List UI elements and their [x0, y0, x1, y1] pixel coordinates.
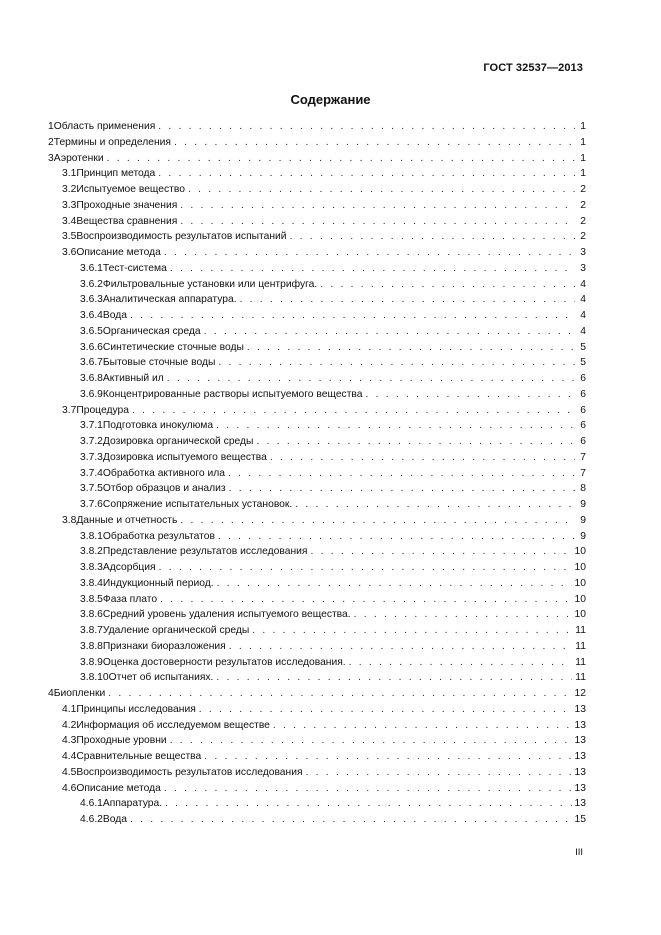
toc-entry[interactable] [48, 718, 586, 734]
toc-entry-title: Проходные значения [76, 199, 178, 211]
toc-dot-leader [160, 592, 571, 608]
toc-dot-leader [164, 245, 575, 261]
toc-dot-leader [216, 670, 572, 686]
toc-entry-number: 4 [48, 688, 54, 699]
toc-dot-leader [107, 151, 575, 167]
toc-entry-number: 3.6.8 [80, 373, 103, 384]
toc-dot-leader [270, 450, 575, 466]
toc-entry-number: 3.8.4 [80, 577, 103, 589]
toc-entry-number: 3.7.2 [80, 436, 103, 447]
toc-entry-number: 4.6.2 [80, 814, 103, 825]
toc-dot-leader [158, 166, 575, 182]
toc-dot-leader [180, 198, 575, 214]
toc-entry-number: 2 [48, 136, 54, 148]
toc-entry-page: 3 [580, 247, 586, 258]
toc-entry-title: Дозировка испытуемого вещества [102, 451, 267, 463]
toc-dot-leader [349, 655, 573, 671]
toc-entry[interactable] [48, 166, 586, 182]
toc-entry[interactable] [48, 261, 586, 277]
toc-entry[interactable] [48, 182, 586, 198]
toc-entry[interactable] [48, 403, 586, 419]
toc-entry-number: 3.8.9 [80, 656, 103, 668]
toc-dot-leader [170, 261, 575, 277]
toc-entry-number: 3.6.7 [80, 357, 103, 369]
toc-entry[interactable] [48, 670, 586, 686]
toc-entry-page: 5 [580, 341, 586, 353]
toc-entry-page: 10 [574, 546, 586, 558]
toc-entry[interactable] [48, 308, 586, 324]
toc-entry-number: 4.6.1 [80, 798, 103, 810]
toc-entry-page: 13 [574, 735, 586, 747]
toc-entry-title: Принцип метода [76, 168, 156, 180]
toc-entry-page: 10 [574, 609, 586, 621]
toc-entry-number: 3.6.6 [80, 341, 103, 353]
toc-entry-page: 15 [574, 814, 586, 825]
toc-dot-leader [295, 497, 575, 513]
toc-entry-page: 6 [580, 373, 586, 384]
toc-entry-number: 3.2 [62, 184, 77, 195]
toc-entry[interactable] [48, 387, 586, 403]
table-of-contents [48, 119, 586, 828]
toc-entry-title: Вещества сравнения [76, 215, 178, 227]
toc-entry-number: 3.6.9 [80, 388, 103, 400]
toc-entry-title: Сравнительные вещества [76, 751, 202, 762]
toc-entry-title: Концентрированные растворы испытуемого вещества [102, 388, 363, 400]
toc-entry-title: Индукционный период. [102, 577, 214, 589]
toc-dot-leader [132, 403, 575, 419]
toc-dot-leader [108, 686, 571, 702]
toc-entry-page: 11 [575, 656, 586, 668]
toc-entry[interactable] [48, 434, 586, 450]
toc-entry-page: 10 [574, 562, 586, 573]
toc-entry-title: Бытовые сточные воды [102, 357, 216, 369]
toc-entry-page: 11 [575, 625, 586, 636]
toc-entry-page: 2 [580, 231, 586, 243]
toc-entry-title: Процедура [76, 404, 129, 416]
toc-entry-title: Средний уровень удаления испытуемого вещества. [102, 609, 351, 621]
toc-entry[interactable] [48, 277, 586, 293]
toc-entry-title: Удаление органической среды [102, 625, 250, 636]
toc-entry-title: Аппаратура. [102, 798, 163, 810]
toc-dot-leader [247, 340, 575, 356]
toc-entry-number: 3.8.8 [80, 640, 103, 652]
toc-entry-number: 3.8.6 [80, 609, 103, 621]
toc-dot-leader [320, 277, 575, 293]
toc-entry[interactable] [48, 355, 586, 371]
toc-entry-number: 4.2 [62, 719, 77, 731]
toc-entry[interactable] [48, 497, 586, 513]
toc-dot-leader [218, 529, 575, 545]
toc-entry-title: Испытуемое вещество [76, 184, 185, 195]
toc-entry-title: Воспроизводимость результатов исследования [76, 766, 303, 778]
toc-entry-page: 1 [580, 152, 586, 164]
toc-entry-title: Вода [102, 814, 128, 825]
toc-dot-leader [306, 765, 572, 781]
toc-entry-title: Термины и определения [53, 136, 171, 148]
toc-entry[interactable] [48, 592, 586, 608]
toc-entry-page: 3 [580, 262, 586, 274]
toc-entry-page: 11 [575, 672, 586, 684]
toc-dot-leader [180, 513, 575, 529]
toc-entry-page: 4 [580, 294, 586, 306]
toc-entry-title: Подготовка инокулюма [102, 420, 214, 432]
toc-entry-page: 9 [580, 530, 586, 542]
page-title: Содержание [290, 92, 371, 107]
toc-entry-number: 4.1 [62, 703, 77, 715]
toc-entry-title: Представление результатов исследования [102, 546, 308, 558]
toc-entry-number: 3.4 [62, 215, 77, 227]
toc-entry-page: 10 [574, 577, 586, 589]
toc-entry-page: 4 [580, 325, 586, 337]
toc-entry[interactable] [48, 151, 586, 167]
toc-dot-leader [204, 324, 575, 340]
toc-entry[interactable] [48, 324, 586, 340]
toc-entry-page: 7 [580, 451, 586, 463]
toc-entry-page: 13 [574, 719, 586, 731]
toc-dot-leader [366, 387, 576, 403]
toc-entry-number: 3.8.7 [80, 625, 103, 636]
toc-entry-page: 13 [574, 751, 586, 762]
toc-dot-leader [188, 182, 575, 198]
toc-entry[interactable] [48, 765, 586, 781]
toc-entry-title: Оценка достоверности результатов исследования. [102, 656, 346, 668]
toc-entry-number: 3.3 [62, 199, 77, 211]
toc-entry-page: 6 [580, 420, 586, 432]
toc-entry[interactable] [48, 781, 586, 797]
toc-entry-title: Аэротенки [53, 152, 104, 164]
toc-entry[interactable] [48, 245, 586, 261]
toc-entry-page: 13 [574, 798, 586, 810]
toc-entry-page: 10 [574, 593, 586, 605]
toc-dot-leader [164, 781, 572, 797]
toc-dot-leader [290, 229, 575, 245]
toc-entry-page: 9 [580, 514, 586, 526]
toc-entry-number: 3.6.1 [80, 262, 103, 274]
toc-entry-title: Фаза плато [102, 593, 158, 605]
toc-dot-leader [354, 607, 572, 623]
toc-entry[interactable] [48, 371, 586, 387]
toc-entry[interactable] [48, 576, 586, 592]
toc-dot-leader [228, 466, 575, 482]
toc-entry-title: Аналитическая аппаратура. [102, 294, 237, 306]
toc-dot-leader [310, 544, 571, 560]
toc-entry[interactable] [48, 733, 586, 749]
toc-entry-page: 6 [580, 404, 586, 416]
toc-entry-title: Данные и отчетность [76, 514, 178, 526]
toc-entry-page: 1 [580, 121, 586, 132]
toc-entry-number: 3.7.4 [80, 467, 103, 479]
toc-entry-number: 4.5 [62, 766, 77, 778]
toc-entry-page: 2 [580, 215, 586, 227]
toc-entry-title: Обработка результатов [102, 530, 215, 542]
toc-entry-page: 13 [574, 703, 586, 715]
toc-entry[interactable] [48, 749, 586, 765]
toc-entry-number: 3 [48, 152, 54, 164]
toc-entry[interactable] [48, 229, 586, 245]
toc-entry-number: 3.8 [62, 514, 77, 526]
toc-entry-page: 12 [574, 688, 586, 699]
toc-entry-number: 3.7.1 [80, 420, 103, 432]
toc-entry-title: Тест-система [102, 262, 167, 274]
document-standard-number: ГОСТ 32537—2013 [483, 62, 583, 74]
toc-dot-leader [159, 560, 572, 576]
toc-entry-number: 3.8.5 [80, 593, 103, 605]
toc-entry-page: 2 [580, 199, 586, 211]
toc-entry-number: 4.3 [62, 735, 77, 747]
toc-entry-page: 5 [580, 357, 586, 369]
toc-dot-leader [170, 733, 572, 749]
page-number: III [575, 847, 583, 858]
toc-dot-leader [158, 119, 575, 135]
toc-entry-number: 3.8.3 [80, 562, 103, 573]
toc-entry-title: Описание метода [76, 247, 161, 258]
toc-entry-page: 8 [580, 483, 586, 495]
toc-entry-number: 3.7.3 [80, 451, 103, 463]
toc-entry-number: 3.8.1 [80, 530, 103, 542]
toc-entry[interactable] [48, 481, 586, 497]
toc-entry-page: 2 [580, 184, 586, 195]
toc-entry-title: Воспроизводимость результатов испытаний [76, 231, 287, 243]
toc-entry-title: Отбор образцов и анализ [102, 483, 226, 495]
toc-entry-number: 3.6.3 [80, 294, 103, 306]
toc-entry-number: 3.8.2 [80, 546, 103, 558]
toc-entry[interactable] [48, 560, 586, 576]
toc-entry-number: 3.6.5 [80, 325, 103, 337]
toc-entry-page: 1 [580, 136, 586, 148]
toc-entry-page: 11 [575, 640, 586, 652]
toc-entry-title: Описание метода [76, 782, 161, 794]
toc-entry-page: 6 [580, 388, 586, 400]
toc-dot-leader [130, 308, 575, 324]
toc-entry-title: Признаки биоразложения [102, 640, 226, 652]
toc-entry[interactable] [48, 450, 586, 466]
toc-entry-title: Синтетические сточные воды [102, 341, 244, 353]
toc-entry-page: 6 [580, 436, 586, 447]
toc-entry[interactable] [48, 466, 586, 482]
toc-entry-title: Отчет об испытаниях. [108, 672, 214, 684]
toc-entry[interactable] [48, 418, 586, 434]
toc-dot-leader [273, 718, 572, 734]
toc-entry-number: 3.7 [62, 404, 77, 416]
toc-entry-number: 4.6 [62, 782, 77, 794]
toc-entry-number: 3.6.2 [80, 278, 103, 290]
toc-entry[interactable] [48, 686, 586, 702]
toc-entry[interactable] [48, 214, 586, 230]
toc-entry-page: 1 [580, 168, 586, 180]
toc-entry-page: 13 [574, 782, 586, 794]
toc-entry-title: Фильтровальные установки или центрифуга. [102, 278, 318, 290]
toc-entry-number: 1 [48, 121, 54, 132]
toc-dot-leader [229, 639, 573, 655]
toc-entry-number: 3.6 [62, 247, 77, 258]
toc-dot-leader [218, 355, 575, 371]
toc-entry-title: Органическая среда [102, 325, 201, 337]
toc-entry-number: 3.7.5 [80, 483, 103, 495]
toc-entry-number: 3.8.10 [80, 672, 109, 684]
toc-entry[interactable] [48, 340, 586, 356]
toc-entry[interactable] [48, 639, 586, 655]
toc-dot-leader [256, 434, 575, 450]
toc-entry[interactable] [48, 292, 586, 308]
toc-entry[interactable] [48, 796, 586, 812]
toc-entry-title: Проходные уровни [76, 735, 167, 747]
toc-dot-leader [240, 292, 575, 308]
toc-entry-title: Область применения [53, 121, 156, 132]
toc-dot-leader [199, 702, 572, 718]
toc-entry-title: Адсорбция [102, 562, 156, 573]
toc-dot-leader [229, 481, 575, 497]
toc-entry[interactable] [48, 119, 586, 135]
toc-dot-leader [204, 749, 571, 765]
toc-entry-page: 4 [580, 310, 586, 321]
toc-entry-title: Дозировка органической среды [102, 436, 254, 447]
toc-entry-page: 4 [580, 278, 586, 290]
toc-entry-number: 3.1 [62, 168, 77, 180]
toc-entry[interactable] [48, 529, 586, 545]
toc-entry-page: 7 [580, 467, 586, 479]
toc-entry-title: Биопленки [53, 688, 106, 699]
toc-dot-leader [216, 418, 575, 434]
toc-entry-title: Вода [102, 310, 128, 321]
toc-entry-title: Принципы исследования [76, 703, 196, 715]
toc-dot-leader [167, 371, 575, 387]
toc-entry[interactable] [48, 702, 586, 718]
toc-entry-title: Сопряжение испытательных установок. [102, 499, 293, 510]
toc-entry[interactable] [48, 198, 586, 214]
toc-dot-leader [130, 812, 572, 828]
toc-entry-title: Информация об исследуемом веществе [76, 719, 270, 731]
toc-entry[interactable] [48, 812, 586, 828]
toc-dot-leader [165, 796, 571, 812]
toc-entry[interactable] [48, 655, 586, 671]
toc-entry-title: Обработка активного ила [102, 467, 226, 479]
toc-entry[interactable] [48, 544, 586, 560]
toc-entry-title: Активный ил [102, 373, 164, 384]
toc-dot-leader [252, 623, 572, 639]
toc-entry[interactable] [48, 135, 586, 151]
toc-dot-leader [217, 576, 572, 592]
toc-entry[interactable] [48, 513, 586, 529]
toc-entry-page: 13 [574, 766, 586, 778]
toc-dot-leader [174, 135, 575, 151]
toc-entry-number: 3.7.6 [80, 499, 103, 510]
toc-entry-number: 3.5 [62, 231, 77, 243]
toc-entry-number: 3.6.4 [80, 310, 103, 321]
toc-entry[interactable] [48, 623, 586, 639]
toc-entry-number: 4.4 [62, 751, 77, 762]
toc-dot-leader [180, 214, 575, 230]
toc-entry-page: 9 [580, 499, 586, 510]
toc-entry[interactable] [48, 607, 586, 623]
